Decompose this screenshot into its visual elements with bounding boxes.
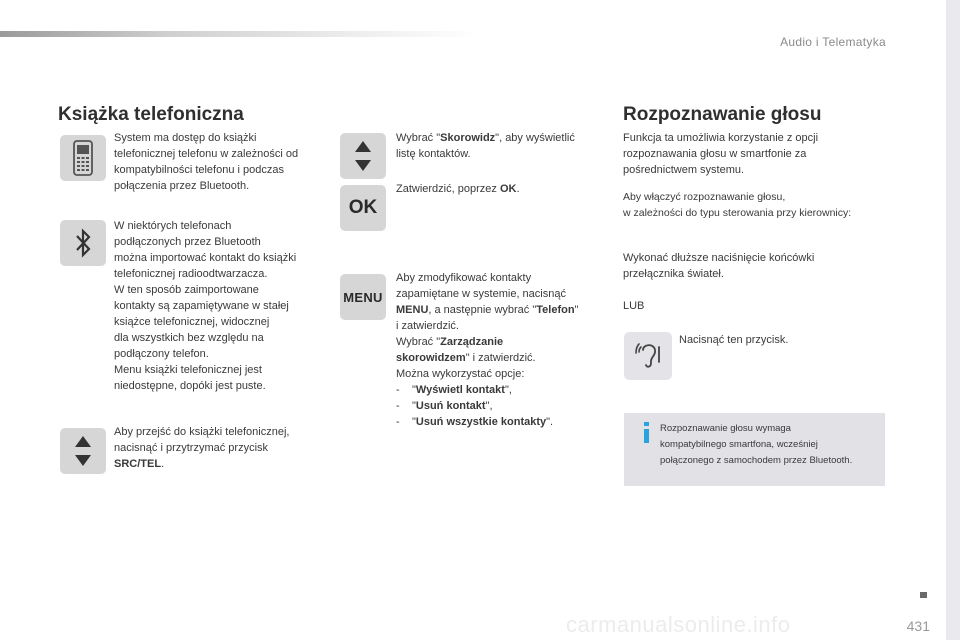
- header-gradient-bar: [0, 31, 480, 37]
- watermark: carmanualsonline.info: [566, 612, 791, 637]
- option-list-item: - "Wyświetl kontakt",: [396, 384, 512, 396]
- page-marker: [920, 592, 927, 598]
- modify-contacts-text: Aby zmodyfikować kontakty zapamiętane w systemie, nacisnąć MENU, a następnie wybrać "Telefon" i zatwierdzić. Wybrać "Zarządzanie skorowidzem" i zatwierdzić. Można wykorzystać opcje: - "Wyświetl kontakt", - "Usuń kontakt", - "Usuń wszystkie kontakty".: [396, 270, 616, 430]
- up-down-arrows-icon: [60, 428, 106, 474]
- up-down-arrows-icon: [340, 133, 386, 179]
- phonebook-heading: Książka telefoniczna: [58, 104, 244, 125]
- bluetooth-import-text: W niektórych telefonach podłączonych przez Bluetooth można importować kontakt do książki telefonicznej radioodtwarzacza. W ten sposób zaimportowane kontakty są zapamiętywane w stałej książce telefonicznej, widocznej dla wszystkich bez względu na podłączony telefon. Menu książki telefonicznej jest niedostępne, dopóki jest puste.: [114, 220, 297, 392]
- option-list-item: - "Usuń kontakt",: [396, 400, 493, 412]
- voice-recognition-icon: [624, 332, 672, 380]
- phone-icon: [60, 135, 106, 181]
- voice-intro-text: Funkcja ta umożliwia korzystanie z opcji rozpoznawania głosu w smartfonie za pośrednictwem systemu.: [623, 132, 819, 176]
- bluetooth-icon: [60, 220, 106, 266]
- voice-recognition-heading: Rozpoznawanie głosu: [623, 104, 822, 125]
- press-button-text: Nacisnąć ten przycisk.: [679, 334, 789, 346]
- confirm-ok-text: Zatwierdzić, poprzez OK.: [396, 183, 520, 195]
- info-icon: [640, 422, 656, 444]
- src-tel-key: SRC/TEL: [114, 458, 162, 470]
- page-number: 431: [906, 618, 930, 634]
- voice-activation-text: Aby włączyć rozpoznawanie głosu, w zależności do typu sterowania przy kierownicy:: [623, 191, 852, 219]
- info-note-text: Rozpoznawanie głosu wymaga kompatybilnego smartfona, wcześniej połączonego z samochodem przez Bluetooth.: [660, 423, 853, 466]
- option-list-item: - "Usuń wszystkie kontakty".: [396, 416, 554, 428]
- ok-button-icon: OK: [340, 185, 386, 231]
- phonebook-intro-text: System ma dostęp do książki telefonicznej telefonu w zależności od kompatybilności telefonu i podczas połączenia przez Bluetooth.: [114, 132, 299, 192]
- page-edge-strip: [946, 0, 960, 640]
- light-stalk-text: Wykonać dłuższe naciśnięcie końcówki przełącznika świateł.: [623, 252, 815, 280]
- or-label: LUB: [623, 300, 645, 312]
- menu-button-icon: MENU: [340, 274, 386, 320]
- directory-step-text: Wybrać "Skorowidz", aby wyświetlić listę kontaktów.: [396, 132, 575, 160]
- src-tel-instruction-text: Aby przejść do książki telefonicznej, nacisnąć i przytrzymać przycisk SRC/TEL.: [114, 426, 290, 470]
- section-title: Audio i Telematyka: [780, 35, 886, 49]
